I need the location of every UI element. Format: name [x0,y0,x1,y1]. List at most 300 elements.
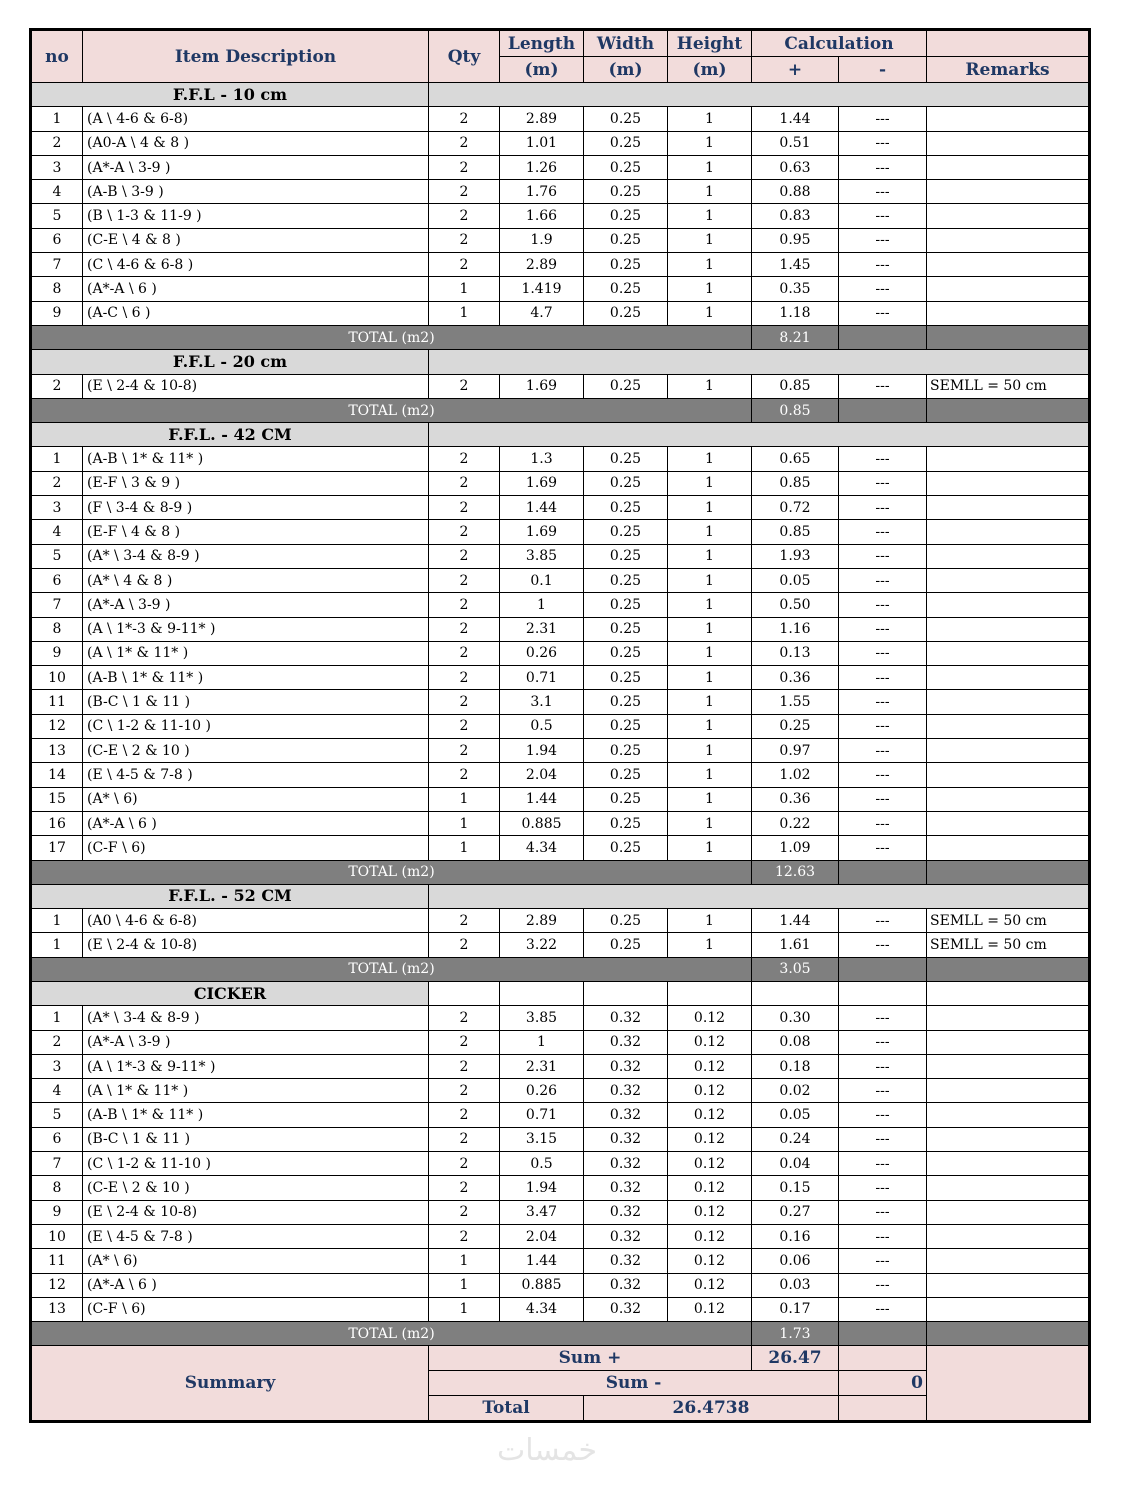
row-length: 2.31 [500,1054,584,1078]
section-header-row [31,83,1090,107]
row-width: 0.25 [584,690,668,714]
total-empty-cell [927,325,1090,349]
sum-plus-empty [839,1346,927,1371]
row-calc-minus: --- [839,666,927,690]
total-label: TOTAL (m2) [31,325,752,349]
row-width: 0.25 [584,228,668,252]
section-total-row [31,860,1090,884]
row-qty: 2 [429,131,500,155]
col-width-unit: (m) [584,57,668,83]
total-label: TOTAL (m2) [31,957,752,981]
row-calc-minus: --- [839,253,927,277]
row-width: 0.25 [584,520,668,544]
row-remarks [927,1249,1090,1273]
row-remarks [927,1006,1090,1030]
summary-label: Summary [31,1346,429,1422]
row-width: 0.25 [584,666,668,690]
row-length: 1.44 [500,496,584,520]
row-no: 10 [31,666,83,690]
row-calc-plus: 0.25 [752,714,839,738]
row-description: (A \ 1*-3 & 9-11* ) [83,1054,429,1078]
row-calc-minus: --- [839,617,927,641]
table-row [31,155,1090,179]
grand-total-label: Total [429,1396,584,1422]
row-remarks [927,690,1090,714]
row-remarks [927,544,1090,568]
row-calc-minus: --- [839,1249,927,1273]
row-qty: 2 [429,690,500,714]
row-width: 0.25 [584,496,668,520]
table-row [31,253,1090,277]
row-calc-minus: --- [839,593,927,617]
section-empty-cell [429,83,1090,107]
row-qty: 2 [429,568,500,592]
row-height: 1 [668,568,752,592]
table-row [31,1103,1090,1127]
row-height: 0.12 [668,1249,752,1273]
row-length: 1 [500,1030,584,1054]
row-remarks [927,739,1090,763]
section-total-row [31,325,1090,349]
row-calc-plus: 0.08 [752,1030,839,1054]
row-calc-plus: 0.05 [752,568,839,592]
row-calc-plus: 0.17 [752,1297,839,1321]
table-row [31,739,1090,763]
row-calc-minus: --- [839,374,927,398]
section-title: F.F.L - 20 cm [31,350,429,374]
row-width: 0.25 [584,107,668,131]
row-length: 1.69 [500,520,584,544]
row-qty: 2 [429,1006,500,1030]
row-calc-minus: --- [839,1127,927,1151]
table-row [31,641,1090,665]
row-no: 1 [31,1006,83,1030]
row-calc-plus: 0.65 [752,447,839,471]
row-height: 1 [668,204,752,228]
row-calc-plus: 0.36 [752,787,839,811]
row-remarks [927,301,1090,325]
section-header-row [31,981,1090,1005]
section-empty-cell [839,981,927,1005]
row-height: 0.12 [668,1030,752,1054]
row-qty: 1 [429,1297,500,1321]
row-qty: 2 [429,1200,500,1224]
row-description: (C-E \ 2 & 10 ) [83,1176,429,1200]
row-calc-plus: 0.72 [752,496,839,520]
row-no: 2 [31,471,83,495]
row-remarks [927,568,1090,592]
row-description: (E \ 2-4 & 10-8) [83,1200,429,1224]
row-remarks [927,1152,1090,1176]
total-empty-cell [927,957,1090,981]
row-length: 1.9 [500,228,584,252]
row-height: 1 [668,933,752,957]
row-no: 3 [31,1054,83,1078]
row-calc-minus: --- [839,690,927,714]
table-row [31,666,1090,690]
row-qty: 2 [429,471,500,495]
row-no: 15 [31,787,83,811]
row-width: 0.32 [584,1127,668,1151]
row-no: 14 [31,763,83,787]
table-body [31,30,1090,1422]
row-remarks [927,131,1090,155]
row-remarks [927,811,1090,835]
row-height: 1 [668,666,752,690]
row-description: (E-F \ 3 & 9 ) [83,471,429,495]
row-calc-minus: --- [839,1054,927,1078]
total-empty-cell [927,1322,1090,1346]
row-remarks [927,787,1090,811]
row-no: 10 [31,1224,83,1248]
row-description: (E \ 2-4 & 10-8) [83,933,429,957]
row-calc-minus: --- [839,107,927,131]
row-width: 0.25 [584,714,668,738]
row-qty: 2 [429,1224,500,1248]
row-description: (E-F \ 4 & 8 ) [83,520,429,544]
row-description: (A \ 4-6 & 6-8) [83,107,429,131]
section-total-row [31,1322,1090,1346]
total-value: 8.21 [752,325,839,349]
row-height: 1 [668,471,752,495]
row-calc-plus: 0.51 [752,131,839,155]
row-description: (A0 \ 4-6 & 6-8) [83,909,429,933]
total-value: 0.85 [752,398,839,422]
row-description: (A-B \ 1* & 11* ) [83,447,429,471]
row-width: 0.25 [584,739,668,763]
table-row [31,714,1090,738]
row-no: 12 [31,1273,83,1297]
quantity-table [29,28,1091,1423]
row-width: 0.25 [584,593,668,617]
row-length: 3.1 [500,690,584,714]
row-no: 1 [31,933,83,957]
col-qty-header: Qty [429,30,500,83]
row-qty: 2 [429,933,500,957]
row-height: 1 [668,374,752,398]
row-calc-plus: 0.05 [752,1103,839,1127]
row-calc-plus: 0.06 [752,1249,839,1273]
row-remarks [927,1079,1090,1103]
row-no: 9 [31,1200,83,1224]
row-calc-plus: 1.44 [752,107,839,131]
row-length: 1.76 [500,180,584,204]
section-total-row [31,398,1090,422]
row-height: 1 [668,180,752,204]
row-qty: 2 [429,1176,500,1200]
row-height: 1 [668,909,752,933]
row-qty: 2 [429,544,500,568]
total-empty-cell [927,398,1090,422]
row-width: 0.25 [584,374,668,398]
row-no: 4 [31,520,83,544]
section-empty-cell [752,981,839,1005]
col-minus-header: - [839,57,927,83]
row-qty: 2 [429,253,500,277]
row-no: 9 [31,301,83,325]
row-remarks [927,496,1090,520]
row-remarks [927,1176,1090,1200]
table-row [31,1030,1090,1054]
table-row [31,228,1090,252]
row-height: 1 [668,641,752,665]
total-empty-cell [839,957,927,981]
row-length: 2.04 [500,1224,584,1248]
row-width: 0.25 [584,617,668,641]
row-no: 5 [31,1103,83,1127]
row-length: 2.04 [500,763,584,787]
row-qty: 2 [429,155,500,179]
row-length: 0.5 [500,1152,584,1176]
row-description: (C \ 1-2 & 11-10 ) [83,714,429,738]
section-title: F.F.L. - 52 CM [31,884,429,908]
row-width: 0.32 [584,1079,668,1103]
row-description: (A-B \ 1* & 11* ) [83,1103,429,1127]
row-calc-minus: --- [839,739,927,763]
row-description: (A*-A \ 6 ) [83,811,429,835]
row-no: 1 [31,107,83,131]
row-no: 2 [31,374,83,398]
section-empty-cell [584,981,668,1005]
row-calc-minus: --- [839,520,927,544]
row-calc-plus: 0.15 [752,1176,839,1200]
row-calc-minus: --- [839,1297,927,1321]
row-length: 4.34 [500,1297,584,1321]
table-row [31,520,1090,544]
col-remarks-header: Remarks [927,57,1090,83]
total-empty-cell [839,1322,927,1346]
row-length: 1.66 [500,204,584,228]
row-calc-plus: 0.22 [752,811,839,835]
row-length: 3.85 [500,544,584,568]
row-qty: 2 [429,228,500,252]
row-no: 3 [31,155,83,179]
row-remarks [927,714,1090,738]
row-qty: 2 [429,593,500,617]
row-no: 5 [31,544,83,568]
row-calc-minus: --- [839,1006,927,1030]
row-description: (E \ 4-5 & 7-8 ) [83,763,429,787]
row-description: (B-C \ 1 & 11 ) [83,690,429,714]
row-calc-plus: 0.24 [752,1127,839,1151]
row-height: 1 [668,690,752,714]
row-description: (A*-A \ 3-9 ) [83,1030,429,1054]
row-qty: 1 [429,301,500,325]
row-qty: 2 [429,666,500,690]
row-height: 1 [668,131,752,155]
row-height: 1 [668,617,752,641]
row-calc-plus: 0.85 [752,374,839,398]
row-calc-plus: 0.97 [752,739,839,763]
col-description-header: Item Description [83,30,429,83]
row-remarks [927,1200,1090,1224]
section-empty-cell [429,350,1090,374]
col-height-unit: (m) [668,57,752,83]
row-remarks: SEMLL = 50 cm [927,909,1090,933]
row-qty: 2 [429,447,500,471]
row-calc-minus: --- [839,568,927,592]
row-description: (A0-A \ 4 & 8 ) [83,131,429,155]
row-length: 1.419 [500,277,584,301]
row-description: (A* \ 3-4 & 8-9 ) [83,1006,429,1030]
row-width: 0.32 [584,1054,668,1078]
section-empty-cell [668,981,752,1005]
row-length: 1.3 [500,447,584,471]
row-no: 6 [31,1127,83,1151]
row-description: (A* \ 3-4 & 8-9 ) [83,544,429,568]
table-row [31,811,1090,835]
row-calc-plus: 1.61 [752,933,839,957]
table-row [31,787,1090,811]
row-remarks [927,593,1090,617]
table-row [31,933,1090,957]
row-width: 0.25 [584,763,668,787]
row-no: 7 [31,1152,83,1176]
row-height: 0.12 [668,1006,752,1030]
row-remarks [927,641,1090,665]
row-remarks [927,1030,1090,1054]
row-calc-minus: --- [839,277,927,301]
row-length: 0.5 [500,714,584,738]
col-plus-header: + [752,57,839,83]
row-qty: 1 [429,787,500,811]
table-row [31,496,1090,520]
row-qty: 2 [429,617,500,641]
row-height: 0.12 [668,1176,752,1200]
row-calc-minus: --- [839,787,927,811]
row-height: 1 [668,714,752,738]
row-width: 0.25 [584,155,668,179]
col-height-header: Height [668,30,752,57]
row-calc-minus: --- [839,909,927,933]
row-width: 0.25 [584,787,668,811]
row-description: (C-F \ 6) [83,836,429,860]
row-description: (F \ 3-4 & 8-9 ) [83,496,429,520]
row-width: 0.25 [584,641,668,665]
row-remarks [927,253,1090,277]
row-height: 1 [668,811,752,835]
row-width: 0.25 [584,471,668,495]
row-remarks [927,836,1090,860]
row-calc-plus: 0.85 [752,520,839,544]
section-header-row [31,350,1090,374]
row-qty: 2 [429,496,500,520]
total-empty-cell [927,860,1090,884]
row-no: 8 [31,1176,83,1200]
col-width-header: Width [584,30,668,57]
row-qty: 2 [429,763,500,787]
row-no: 3 [31,496,83,520]
section-title: CICKER [31,981,429,1005]
row-description: (A*-A \ 6 ) [83,1273,429,1297]
table-row [31,301,1090,325]
table-row [31,374,1090,398]
row-qty: 2 [429,1152,500,1176]
row-description: (C \ 1-2 & 11-10 ) [83,1152,429,1176]
row-no: 1 [31,909,83,933]
summary-row-plus [31,1346,1090,1371]
row-calc-plus: 0.35 [752,277,839,301]
row-qty: 1 [429,811,500,835]
total-label: TOTAL (m2) [31,1322,752,1346]
section-empty-cell [927,981,1090,1005]
table-row [31,1152,1090,1176]
col-remarks-spacer [927,30,1090,57]
row-description: (C \ 4-6 & 6-8 ) [83,253,429,277]
row-calc-minus: --- [839,228,927,252]
row-length: 3.22 [500,933,584,957]
table-row [31,1249,1090,1273]
row-calc-plus: 1.02 [752,763,839,787]
row-description: (A*-A \ 6 ) [83,277,429,301]
row-width: 0.32 [584,1200,668,1224]
row-width: 0.25 [584,933,668,957]
sum-minus-value: 0 [839,1371,927,1396]
section-title: F.F.L. - 42 CM [31,423,429,447]
row-length: 0.885 [500,811,584,835]
sum-minus-label: Sum - [429,1371,839,1396]
row-qty: 2 [429,641,500,665]
row-qty: 2 [429,1054,500,1078]
row-width: 0.25 [584,909,668,933]
row-length: 1 [500,593,584,617]
row-remarks [927,471,1090,495]
row-no: 11 [31,690,83,714]
row-width: 0.32 [584,1103,668,1127]
row-calc-minus: --- [839,836,927,860]
row-length: 1.26 [500,155,584,179]
section-header-row [31,423,1090,447]
section-empty-cell [429,884,1090,908]
row-length: 1.69 [500,374,584,398]
row-no: 2 [31,131,83,155]
row-length: 0.26 [500,1079,584,1103]
row-length: 0.1 [500,568,584,592]
row-height: 1 [668,836,752,860]
row-calc-plus: 0.83 [752,204,839,228]
row-height: 1 [668,520,752,544]
row-width: 0.25 [584,544,668,568]
row-no: 8 [31,277,83,301]
table-row [31,1054,1090,1078]
row-calc-minus: --- [839,204,927,228]
row-width: 0.25 [584,180,668,204]
row-qty: 2 [429,1079,500,1103]
total-value: 1.73 [752,1322,839,1346]
table-row [31,1224,1090,1248]
row-calc-minus: --- [839,641,927,665]
row-description: (B-C \ 1 & 11 ) [83,1127,429,1151]
table-row [31,1273,1090,1297]
row-qty: 1 [429,1273,500,1297]
row-description: (C-F \ 6) [83,1297,429,1321]
row-calc-plus: 0.27 [752,1200,839,1224]
row-no: 13 [31,739,83,763]
table-row [31,277,1090,301]
row-height: 1 [668,277,752,301]
grand-total-value: 26.4738 [584,1396,839,1422]
row-width: 0.32 [584,1273,668,1297]
row-length: 0.71 [500,666,584,690]
col-length-unit: (m) [500,57,584,83]
row-calc-plus: 0.30 [752,1006,839,1030]
table-row [31,1006,1090,1030]
table-row [31,107,1090,131]
row-height: 1 [668,739,752,763]
row-height: 1 [668,763,752,787]
total-value: 12.63 [752,860,839,884]
section-title: F.F.L - 10 cm [31,83,429,107]
